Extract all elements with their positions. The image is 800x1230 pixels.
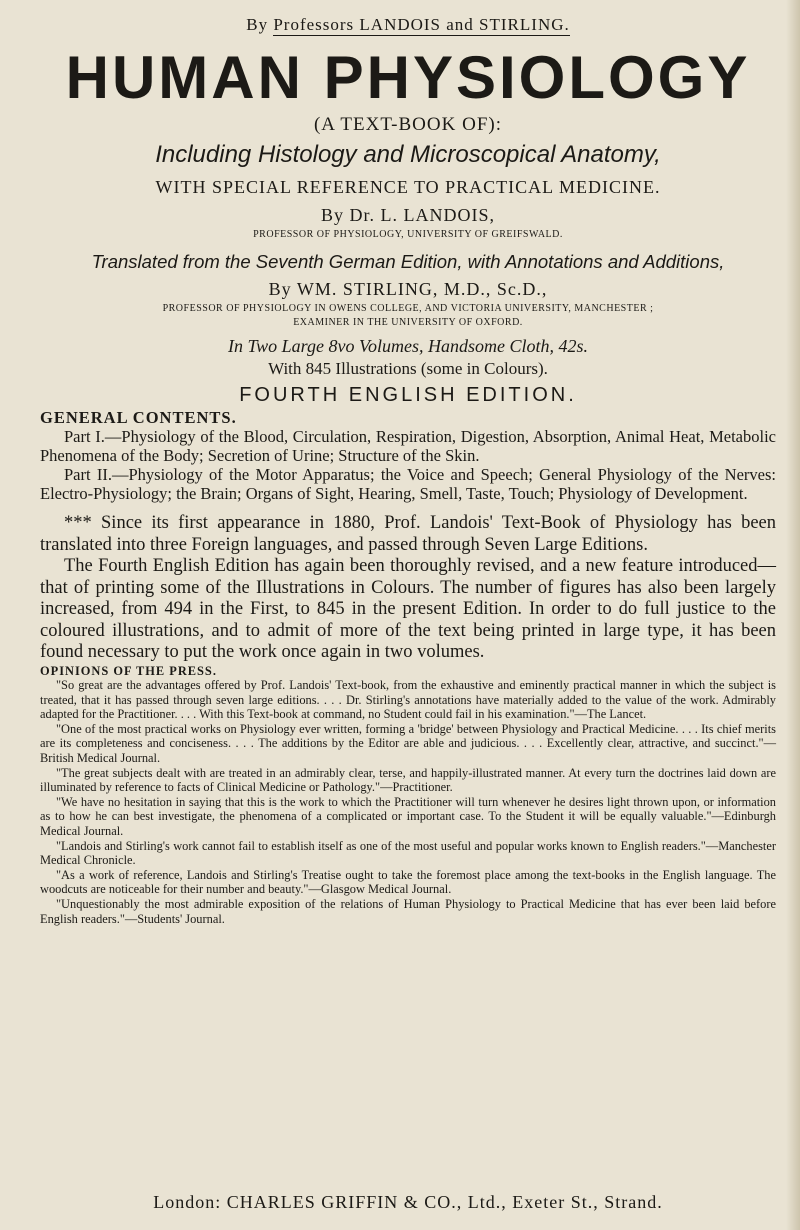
- press-quote: "One of the most practical works on Physiology ever written, forming a 'bridge' between Physiology and Practical Medicine. . . . Its chief merits are its completeness and conciseness. . . . The additions by the Editor are able and judicious. . . . Excellently clear, attractive, and succinct."—British Medical Journal.: [40, 721, 776, 766]
- author1-position: PROFESSOR OF PHYSIOLOGY, UNIVERSITY OF GREIFSWALD.: [253, 229, 563, 240]
- translation-note: Translated from the Seventh German Edition, with Annotations and Additions,: [91, 251, 725, 272]
- press-opinions: [40, 664, 776, 927]
- volumes-price: In Two Large 8vo Volumes, Handsome Cloth, 42s.: [228, 336, 588, 356]
- press-quote: "As a work of reference, Landois and Stirling's Treatise ought to take the foremost place among the text-books in the English language. The woodcuts are noticeable for their number and beauty."—Glasgow Medical Journal.: [40, 867, 776, 897]
- publisher-footer: London: CHARLES GRIFFIN & CO., Ltd., Exeter St., Strand.: [153, 1192, 663, 1212]
- press-quote: "So great are the advantages offered by Prof. Landois' Text-book, from the exhaustive and eminently practical manner in which the subject is treated, that it has passed through seven large editions. . . . Dr. Stirling's annotations have materially added to the value of the work. Admirably adapted for the Practitioner. . . . With this Text-book at command, no Student could fail in his examination."—The Lancet.: [40, 678, 776, 722]
- authors-header: [40, 12, 776, 38]
- press-quote: "We have no hesitation in saying that this is the work to which the Practitioner will turn whenever he desires light thrown upon, or information as to how he can best investigate, the phenomena of a complicated or important case. To the Student it will be equally valuable."—Edinburgh Medical Journal.: [40, 794, 776, 839]
- book-subtitle: (A TEXT-BOOK OF):: [313, 114, 502, 135]
- general-contents: [40, 408, 776, 503]
- opinions-heading: OPINIONS OF THE PRESS.: [40, 663, 217, 678]
- author1-byline: By Dr. L. LANDOIS,: [321, 205, 495, 225]
- special-reference-line: WITH SPECIAL REFERENCE TO PRACTICAL MEDICINE.: [155, 177, 661, 197]
- authors-header-names: Professors LANDOIS and STIRLING.: [273, 15, 570, 34]
- book-title: HUMAN PHYSIOLOGY: [65, 44, 751, 111]
- page-edge-shadow: [786, 0, 800, 1230]
- contents-part-1: Part I.—Physiology of the Blood, Circulation, Respiration, Digestion, Absorption, Animal Heat, Metabolic Phenomena of the Body; Secretion of Urine; Structure of the Skin.: [40, 427, 776, 465]
- illustrations-line: With 845 Illustrations (some in Colours).: [268, 359, 548, 378]
- contents-heading: GENERAL CONTENTS.: [40, 408, 237, 427]
- notice-paragraph-1: *** Since its first appearance in 1880, Prof. Landois' Text-Book of Physiology has been translated into three Foreign languages, and passed through Seven Large Editions.: [40, 513, 776, 555]
- contents-part-2: Part II.—Physiology of the Motor Apparatus; the Voice and Speech; General Physiology of the Nerves: Electro-Physiology; the Brain; Organs of Sight, Hearing, Smell, Taste, Touch; Physiology of Development.: [40, 465, 776, 503]
- notice-paragraph-2: The Fourth English Edition has again been thoroughly revised, and a new feature introduced—that of printing some of the Illustrations in Colours. The number of figures has also been largely increased, from 494 in the First, to 845 in the present Edition. In order to do full justice to the coloured illustrations, and to admit of more of the text being printed in large type, it has been found necessary to put the work once again in two volumes.: [40, 556, 776, 662]
- press-quote: "Unquestionably the most admirable exposition of the relations of Human Physiology to Practical Medicine that has ever been laid before English readers."—Students' Journal.: [40, 897, 776, 926]
- author2-position-1: PROFESSOR OF PHYSIOLOGY IN OWENS COLLEGE, AND VICTORIA UNIVERSITY, MANCHESTER ;: [162, 303, 654, 314]
- edition-line: FOURTH ENGLISH EDITION.: [239, 384, 577, 406]
- press-quote: "Landois and Stirling's work cannot fail to establish itself as one of the most useful and popular works known to English readers."—Manchester Medical Chronicle.: [40, 838, 776, 868]
- author2-position-2: EXAMINER IN THE UNIVERSITY OF OXFORD.: [293, 317, 523, 328]
- press-quote: "The great subjects dealt with are treated in an admirably clear, terse, and happily-illustrated manner. At every turn the doctrines laid down are illuminated by reference to facts of Clinical Medicine or Pathology."—Practitioner.: [40, 765, 776, 795]
- including-line: Including Histology and Microscopical Anatomy,: [155, 141, 661, 168]
- author2-byline: By WM. STIRLING, M.D., Sc.D.,: [268, 279, 548, 299]
- authors-header-prefix: By: [246, 15, 274, 34]
